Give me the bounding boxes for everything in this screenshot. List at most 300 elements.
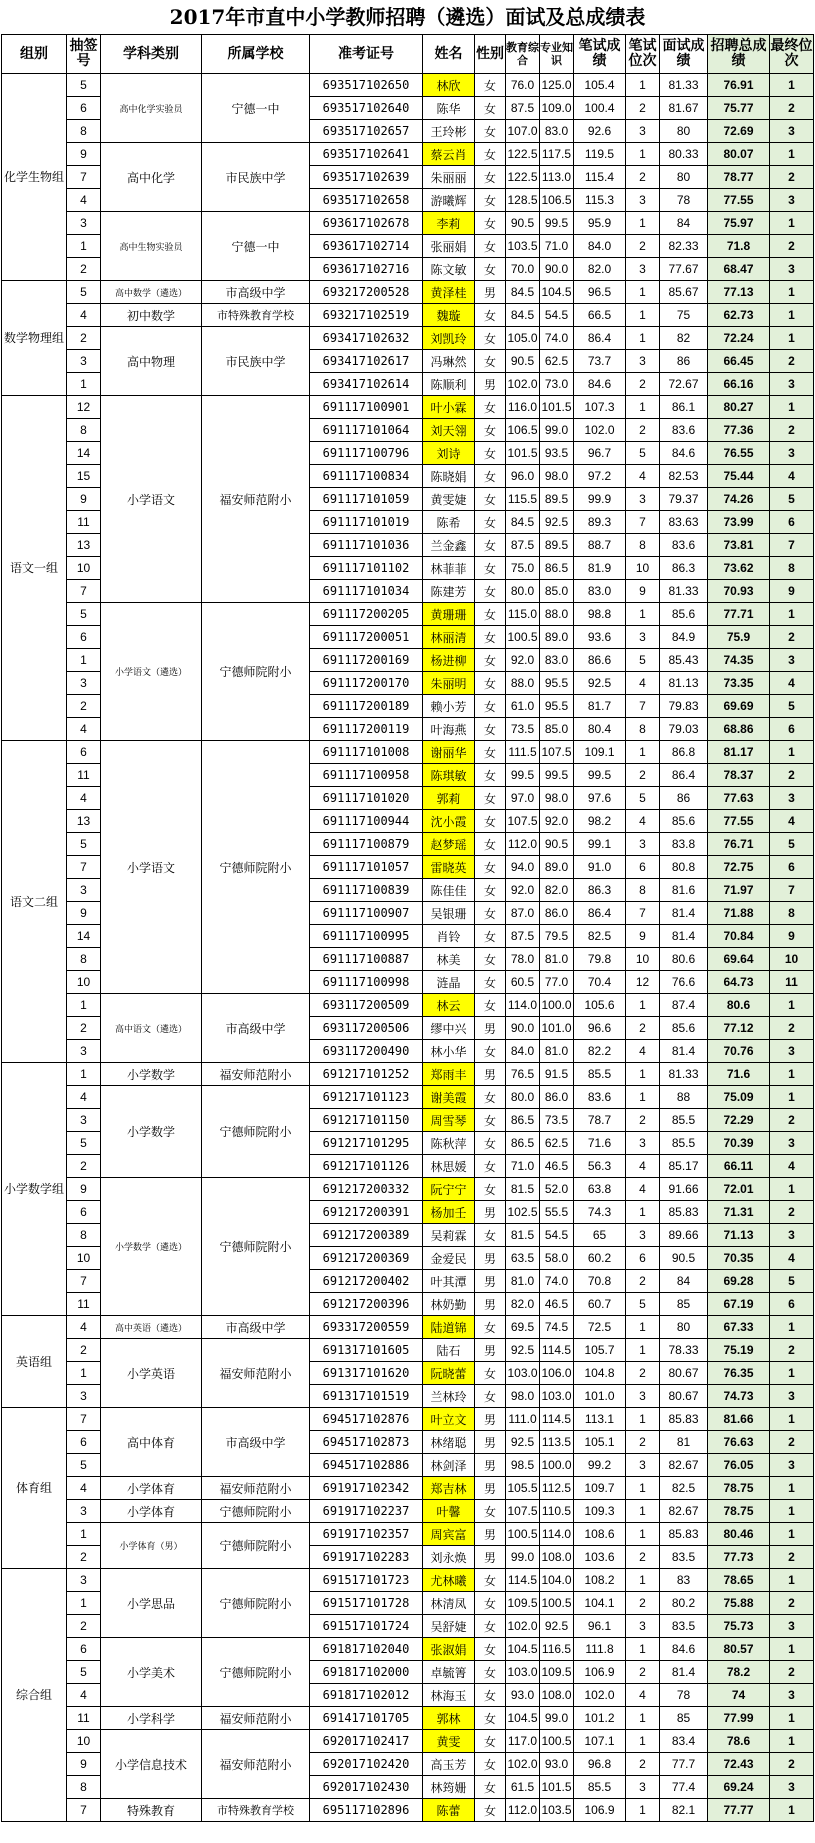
- exam-id-cell: 691117200051: [310, 626, 423, 649]
- education-score-cell: 102.5: [506, 1201, 540, 1224]
- table-row: [2, 1178, 814, 1201]
- professional-score-cell: 79.5: [540, 925, 574, 948]
- exam-id-cell: 693617102678: [310, 212, 423, 235]
- interview-score-cell: 81.6: [660, 879, 708, 902]
- final-rank-cell: 1: [770, 994, 814, 1017]
- written-score-cell: 105.4: [574, 74, 626, 97]
- exam-id-cell: 691817102040: [310, 1638, 423, 1661]
- written-rank-cell: 1: [626, 994, 660, 1017]
- interview-score-cell: 91.66: [660, 1178, 708, 1201]
- gender-cell: 女: [475, 488, 506, 511]
- final-rank-cell: 4: [770, 1247, 814, 1270]
- draw-number-cell: 1: [67, 235, 101, 258]
- draw-number-cell: 1: [67, 994, 101, 1017]
- exam-id-cell: 693517102657: [310, 120, 423, 143]
- candidate-name-cell: 郭林: [423, 1707, 475, 1730]
- written-score-cell: 60.2: [574, 1247, 626, 1270]
- written-score-cell: 100.4: [574, 97, 626, 120]
- interview-score-cell: 77.67: [660, 258, 708, 281]
- professional-score-cell: 99.0: [540, 1707, 574, 1730]
- gender-cell: 男: [475, 1270, 506, 1293]
- final-rank-cell: 4: [770, 672, 814, 695]
- total-score-cell: 77.13: [708, 281, 770, 304]
- group-name-cell: 化学生物组: [2, 74, 67, 281]
- gender-cell: 女: [475, 1109, 506, 1132]
- draw-number-cell: 4: [67, 787, 101, 810]
- professional-score-cell: 99.0: [540, 419, 574, 442]
- total-score-cell: 72.75: [708, 856, 770, 879]
- gender-cell: 女: [475, 1799, 506, 1822]
- total-score-cell: 76.91: [708, 74, 770, 97]
- exam-id-cell: 691117101034: [310, 580, 423, 603]
- interview-score-cell: 88: [660, 1086, 708, 1109]
- education-score-cell: 107.5: [506, 1500, 540, 1523]
- final-rank-cell: 3: [770, 1132, 814, 1155]
- interview-score-cell: 81.13: [660, 672, 708, 695]
- candidate-name-cell: 阮晓蕾: [423, 1362, 475, 1385]
- gender-cell: 女: [475, 419, 506, 442]
- written-rank-cell: 10: [626, 948, 660, 971]
- total-score-cell: 77.12: [708, 1017, 770, 1040]
- final-rank-cell: 9: [770, 580, 814, 603]
- education-score-cell: 104.5: [506, 1707, 540, 1730]
- school-cell: 市特殊教育学校: [202, 1799, 310, 1822]
- interview-score-cell: 80.8: [660, 856, 708, 879]
- draw-number-cell: 3: [67, 1109, 101, 1132]
- candidate-name-cell: 林菲菲: [423, 557, 475, 580]
- exam-id-cell: 693417102617: [310, 350, 423, 373]
- interview-score-cell: 82: [660, 327, 708, 350]
- written-score-cell: 115.3: [574, 189, 626, 212]
- school-cell: 福安师范附小: [202, 1477, 310, 1500]
- exam-id-cell: 691117100834: [310, 465, 423, 488]
- draw-number-cell: 7: [67, 856, 101, 879]
- written-score-cell: 81.7: [574, 695, 626, 718]
- professional-score-cell: 89.0: [540, 626, 574, 649]
- total-score-cell: 69.28: [708, 1270, 770, 1293]
- gender-cell: 女: [475, 1569, 506, 1592]
- written-rank-cell: 1: [626, 327, 660, 350]
- final-rank-cell: 1: [770, 1063, 814, 1086]
- written-rank-cell: 1: [626, 1638, 660, 1661]
- total-score-cell: 78.75: [708, 1477, 770, 1500]
- interview-score-cell: 85.6: [660, 1017, 708, 1040]
- written-rank-cell: 7: [626, 511, 660, 534]
- professional-score-cell: 92.5: [540, 1615, 574, 1638]
- written-score-cell: 80.4: [574, 718, 626, 741]
- total-score-cell: 75.09: [708, 1086, 770, 1109]
- written-rank-cell: 5: [626, 442, 660, 465]
- total-score-cell: 76.55: [708, 442, 770, 465]
- written-score-cell: 78.7: [574, 1109, 626, 1132]
- gender-cell: 女: [475, 764, 506, 787]
- final-rank-cell: 1: [770, 1086, 814, 1109]
- interview-score-cell: 86: [660, 787, 708, 810]
- total-score-cell: 73.35: [708, 672, 770, 695]
- final-rank-cell: 2: [770, 235, 814, 258]
- interview-score-cell: 85.83: [660, 1408, 708, 1431]
- gender-cell: 女: [475, 1385, 506, 1408]
- written-score-cell: 92.5: [574, 672, 626, 695]
- gender-cell: 女: [475, 1730, 506, 1753]
- gender-cell: 女: [475, 350, 506, 373]
- professional-score-cell: 114.5: [540, 1339, 574, 1362]
- candidate-name-cell: 谢丽华: [423, 741, 475, 764]
- exam-id-cell: 691917102342: [310, 1477, 423, 1500]
- education-score-cell: 100.5: [506, 1523, 540, 1546]
- written-score-cell: 99.5: [574, 764, 626, 787]
- education-score-cell: 128.5: [506, 189, 540, 212]
- professional-score-cell: 106.5: [540, 189, 574, 212]
- exam-id-cell: 691117100839: [310, 879, 423, 902]
- school-cell: 宁德师院附小: [202, 741, 310, 994]
- education-score-cell: 103.0: [506, 1661, 540, 1684]
- written-score-cell: 84.6: [574, 373, 626, 396]
- gender-cell: 女: [475, 1155, 506, 1178]
- total-score-cell: 75.44: [708, 465, 770, 488]
- exam-id-cell: 693117200509: [310, 994, 423, 1017]
- gender-cell: 女: [475, 511, 506, 534]
- professional-score-cell: 116.5: [540, 1638, 574, 1661]
- group-name-cell: 英语组: [2, 1316, 67, 1408]
- final-rank-cell: 2: [770, 166, 814, 189]
- education-score-cell: 71.0: [506, 1155, 540, 1178]
- gender-cell: 女: [475, 120, 506, 143]
- final-rank-cell: 5: [770, 488, 814, 511]
- interview-score-cell: 85.67: [660, 281, 708, 304]
- exam-id-cell: 691117200189: [310, 695, 423, 718]
- table-row: [2, 1477, 814, 1500]
- gender-cell: 女: [475, 327, 506, 350]
- gender-cell: 女: [475, 1316, 506, 1339]
- written-score-cell: 86.3: [574, 879, 626, 902]
- school-cell: 宁德一中: [202, 212, 310, 281]
- gender-cell: 女: [475, 235, 506, 258]
- written-score-cell: 92.6: [574, 120, 626, 143]
- written-score-cell: 72.5: [574, 1316, 626, 1339]
- interview-score-cell: 81.33: [660, 74, 708, 97]
- total-score-cell: 78.6: [708, 1730, 770, 1753]
- subject-cell: 高中物理: [101, 327, 202, 396]
- professional-score-cell: 46.5: [540, 1155, 574, 1178]
- candidate-name-cell: 林剑泽: [423, 1454, 475, 1477]
- exam-id-cell: 694517102886: [310, 1454, 423, 1477]
- interview-score-cell: 85: [660, 1707, 708, 1730]
- candidate-name-cell: 肖铃: [423, 925, 475, 948]
- exam-id-cell: 692017102420: [310, 1753, 423, 1776]
- exam-id-cell: 694517102873: [310, 1431, 423, 1454]
- total-score-cell: 75.9: [708, 626, 770, 649]
- interview-score-cell: 86.1: [660, 396, 708, 419]
- final-rank-cell: 1: [770, 741, 814, 764]
- education-score-cell: 97.0: [506, 787, 540, 810]
- written-score-cell: 91.0: [574, 856, 626, 879]
- professional-score-cell: 100.0: [540, 1454, 574, 1477]
- written-rank-cell: 2: [626, 1661, 660, 1684]
- professional-score-cell: 104.0: [540, 1569, 574, 1592]
- final-rank-cell: 2: [770, 1592, 814, 1615]
- final-rank-cell: 2: [770, 1339, 814, 1362]
- exam-id-cell: 691517101724: [310, 1615, 423, 1638]
- total-score-cell: 80.57: [708, 1638, 770, 1661]
- gender-cell: 男: [475, 1454, 506, 1477]
- gender-cell: 女: [475, 626, 506, 649]
- draw-number-cell: 3: [67, 212, 101, 235]
- table-row: [2, 994, 814, 1017]
- table-row: [2, 1799, 814, 1822]
- written-rank-cell: 2: [626, 1017, 660, 1040]
- exam-id-cell: 691517101728: [310, 1592, 423, 1615]
- education-score-cell: 102.0: [506, 373, 540, 396]
- draw-number-cell: 7: [67, 1408, 101, 1431]
- gender-cell: 男: [475, 281, 506, 304]
- total-score-cell: 71.6: [708, 1063, 770, 1086]
- written-score-cell: 107.1: [574, 1730, 626, 1753]
- group-name-cell: 综合组: [2, 1569, 67, 1822]
- subject-cell: 高中化学: [101, 143, 202, 212]
- draw-number-cell: 3: [67, 350, 101, 373]
- professional-score-cell: 52.0: [540, 1178, 574, 1201]
- candidate-name-cell: 谢美霞: [423, 1086, 475, 1109]
- education-score-cell: 90.5: [506, 350, 540, 373]
- interview-score-cell: 83.6: [660, 419, 708, 442]
- subject-cell: 小学语文: [101, 741, 202, 994]
- total-score-cell: 68.47: [708, 258, 770, 281]
- total-score-cell: 70.84: [708, 925, 770, 948]
- exam-id-cell: 691217200389: [310, 1224, 423, 1247]
- draw-number-cell: 2: [67, 1546, 101, 1569]
- education-score-cell: 116.0: [506, 396, 540, 419]
- written-rank-cell: 4: [626, 1684, 660, 1707]
- professional-score-cell: 62.5: [540, 1132, 574, 1155]
- exam-id-cell: 693617102716: [310, 258, 423, 281]
- total-score-cell: 69.69: [708, 695, 770, 718]
- education-score-cell: 87.0: [506, 902, 540, 925]
- total-score-cell: 70.39: [708, 1132, 770, 1155]
- candidate-name-cell: 黄泽桂: [423, 281, 475, 304]
- final-rank-cell: 1: [770, 1569, 814, 1592]
- professional-score-cell: 89.5: [540, 534, 574, 557]
- group-name-cell: 语文二组: [2, 741, 67, 1063]
- total-score-cell: 77.63: [708, 787, 770, 810]
- gender-cell: 女: [475, 534, 506, 557]
- exam-id-cell: 691217200369: [310, 1247, 423, 1270]
- written-rank-cell: 3: [626, 1615, 660, 1638]
- total-score-cell: 78.77: [708, 166, 770, 189]
- candidate-name-cell: 杨进柳: [423, 649, 475, 672]
- written-rank-cell: 1: [626, 1063, 660, 1086]
- total-score-cell: 67.33: [708, 1316, 770, 1339]
- written-score-cell: 96.1: [574, 1615, 626, 1638]
- written-rank-cell: 6: [626, 856, 660, 879]
- candidate-name-cell: 林思媛: [423, 1155, 475, 1178]
- total-score-cell: 72.43: [708, 1753, 770, 1776]
- gender-cell: 女: [475, 212, 506, 235]
- interview-score-cell: 85.83: [660, 1201, 708, 1224]
- draw-number-cell: 4: [67, 1684, 101, 1707]
- header-cell: 准考证号: [310, 35, 423, 74]
- exam-id-cell: 693117200506: [310, 1017, 423, 1040]
- written-score-cell: 95.9: [574, 212, 626, 235]
- written-score-cell: 83.0: [574, 580, 626, 603]
- gender-cell: 男: [475, 1546, 506, 1569]
- professional-score-cell: 98.0: [540, 787, 574, 810]
- interview-score-cell: 81.67: [660, 97, 708, 120]
- total-score-cell: 75.88: [708, 1592, 770, 1615]
- total-score-cell: 68.86: [708, 718, 770, 741]
- interview-score-cell: 85.6: [660, 810, 708, 833]
- draw-number-cell: 7: [67, 166, 101, 189]
- written-rank-cell: 9: [626, 580, 660, 603]
- interview-score-cell: 78.33: [660, 1339, 708, 1362]
- gender-cell: 男: [475, 373, 506, 396]
- written-score-cell: 88.7: [574, 534, 626, 557]
- gender-cell: 男: [475, 1339, 506, 1362]
- interview-score-cell: 83.5: [660, 1546, 708, 1569]
- education-score-cell: 80.0: [506, 580, 540, 603]
- draw-number-cell: 2: [67, 695, 101, 718]
- final-rank-cell: 1: [770, 1799, 814, 1822]
- interview-score-cell: 86.8: [660, 741, 708, 764]
- professional-score-cell: 91.5: [540, 1063, 574, 1086]
- gender-cell: 女: [475, 672, 506, 695]
- interview-score-cell: 81.4: [660, 1040, 708, 1063]
- gender-cell: 女: [475, 1132, 506, 1155]
- exam-id-cell: 693217102519: [310, 304, 423, 327]
- exam-id-cell: 691117101036: [310, 534, 423, 557]
- written-score-cell: 108.2: [574, 1569, 626, 1592]
- candidate-name-cell: 陈琪敏: [423, 764, 475, 787]
- candidate-name-cell: 赖小芳: [423, 695, 475, 718]
- interview-score-cell: 84: [660, 212, 708, 235]
- gender-cell: 女: [475, 1178, 506, 1201]
- total-score-cell: 66.16: [708, 373, 770, 396]
- interview-score-cell: 77.4: [660, 1776, 708, 1799]
- written-rank-cell: 3: [626, 1385, 660, 1408]
- final-rank-cell: 3: [770, 649, 814, 672]
- written-score-cell: 107.3: [574, 396, 626, 419]
- written-rank-cell: 1: [626, 603, 660, 626]
- header-cell: 学科类别: [101, 35, 202, 74]
- education-score-cell: 99.5: [506, 764, 540, 787]
- interview-score-cell: 81.4: [660, 925, 708, 948]
- education-score-cell: 86.5: [506, 1109, 540, 1132]
- professional-score-cell: 54.5: [540, 304, 574, 327]
- education-score-cell: 111.5: [506, 741, 540, 764]
- education-score-cell: 75.0: [506, 557, 540, 580]
- interview-score-cell: 84.6: [660, 442, 708, 465]
- written-rank-cell: 2: [626, 1753, 660, 1776]
- final-rank-cell: 3: [770, 373, 814, 396]
- draw-number-cell: 4: [67, 1086, 101, 1109]
- table-row: [2, 1523, 814, 1546]
- candidate-name-cell: 林美: [423, 948, 475, 971]
- candidate-name-cell: 林小华: [423, 1040, 475, 1063]
- table-row: [2, 1408, 814, 1431]
- total-score-cell: 75.97: [708, 212, 770, 235]
- candidate-name-cell: 林欣: [423, 74, 475, 97]
- professional-score-cell: 73.0: [540, 373, 574, 396]
- interview-score-cell: 83.4: [660, 1730, 708, 1753]
- draw-number-cell: 3: [67, 672, 101, 695]
- candidate-name-cell: 郭莉: [423, 787, 475, 810]
- table-row: [2, 74, 814, 97]
- school-cell: 宁德师院附小: [202, 603, 310, 741]
- draw-number-cell: 5: [67, 74, 101, 97]
- exam-id-cell: 691217101295: [310, 1132, 423, 1155]
- draw-number-cell: 4: [67, 304, 101, 327]
- final-rank-cell: 1: [770, 1477, 814, 1500]
- written-score-cell: 106.9: [574, 1799, 626, 1822]
- subject-cell: 小学数学（遴选）: [101, 1178, 202, 1316]
- final-rank-cell: 5: [770, 695, 814, 718]
- exam-id-cell: 691117100998: [310, 971, 423, 994]
- candidate-name-cell: 李莉: [423, 212, 475, 235]
- written-rank-cell: 3: [626, 1224, 660, 1247]
- candidate-name-cell: 阮宁宁: [423, 1178, 475, 1201]
- draw-number-cell: 7: [67, 1270, 101, 1293]
- professional-score-cell: 86.0: [540, 1086, 574, 1109]
- written-score-cell: 70.8: [574, 1270, 626, 1293]
- gender-cell: 女: [475, 557, 506, 580]
- education-score-cell: 81.0: [506, 1270, 540, 1293]
- candidate-name-cell: 黄雯: [423, 1730, 475, 1753]
- total-score-cell: 70.93: [708, 580, 770, 603]
- table-row: [2, 304, 814, 327]
- professional-score-cell: 74.0: [540, 327, 574, 350]
- exam-id-cell: 691517101723: [310, 1569, 423, 1592]
- exam-id-cell: 693217200528: [310, 281, 423, 304]
- candidate-name-cell: 陈晓娟: [423, 465, 475, 488]
- candidate-name-cell: 冯琳然: [423, 350, 475, 373]
- written-score-cell: 108.6: [574, 1523, 626, 1546]
- school-cell: 市民族中学: [202, 327, 310, 396]
- exam-id-cell: 693117200490: [310, 1040, 423, 1063]
- education-score-cell: 87.5: [506, 97, 540, 120]
- exam-id-cell: 691217101126: [310, 1155, 423, 1178]
- final-rank-cell: 2: [770, 419, 814, 442]
- candidate-name-cell: 雷晓英: [423, 856, 475, 879]
- candidate-name-cell: 陆石: [423, 1339, 475, 1362]
- header-cell: 专业知识: [540, 35, 574, 74]
- gender-cell: 女: [475, 810, 506, 833]
- education-score-cell: 61.0: [506, 695, 540, 718]
- candidate-name-cell: 陈秋萍: [423, 1132, 475, 1155]
- exam-id-cell: 691317101620: [310, 1362, 423, 1385]
- candidate-name-cell: 吴舒婕: [423, 1615, 475, 1638]
- total-score-cell: 77.99: [708, 1707, 770, 1730]
- written-score-cell: 102.0: [574, 1684, 626, 1707]
- exam-id-cell: 691117200119: [310, 718, 423, 741]
- final-rank-cell: 3: [770, 1040, 814, 1063]
- total-score-cell: 71.97: [708, 879, 770, 902]
- exam-id-cell: 691917102283: [310, 1546, 423, 1569]
- written-score-cell: 86.4: [574, 902, 626, 925]
- education-score-cell: 92.5: [506, 1431, 540, 1454]
- professional-score-cell: 92.0: [540, 810, 574, 833]
- draw-number-cell: 6: [67, 97, 101, 120]
- professional-score-cell: 114.0: [540, 1523, 574, 1546]
- education-score-cell: 111.0: [506, 1408, 540, 1431]
- written-rank-cell: 4: [626, 1155, 660, 1178]
- professional-score-cell: 108.0: [540, 1684, 574, 1707]
- gender-cell: 女: [475, 143, 506, 166]
- exam-id-cell: 691117101008: [310, 741, 423, 764]
- candidate-name-cell: 陈蕾: [423, 1799, 475, 1822]
- education-score-cell: 84.5: [506, 511, 540, 534]
- draw-number-cell: 3: [67, 879, 101, 902]
- written-rank-cell: 2: [626, 97, 660, 120]
